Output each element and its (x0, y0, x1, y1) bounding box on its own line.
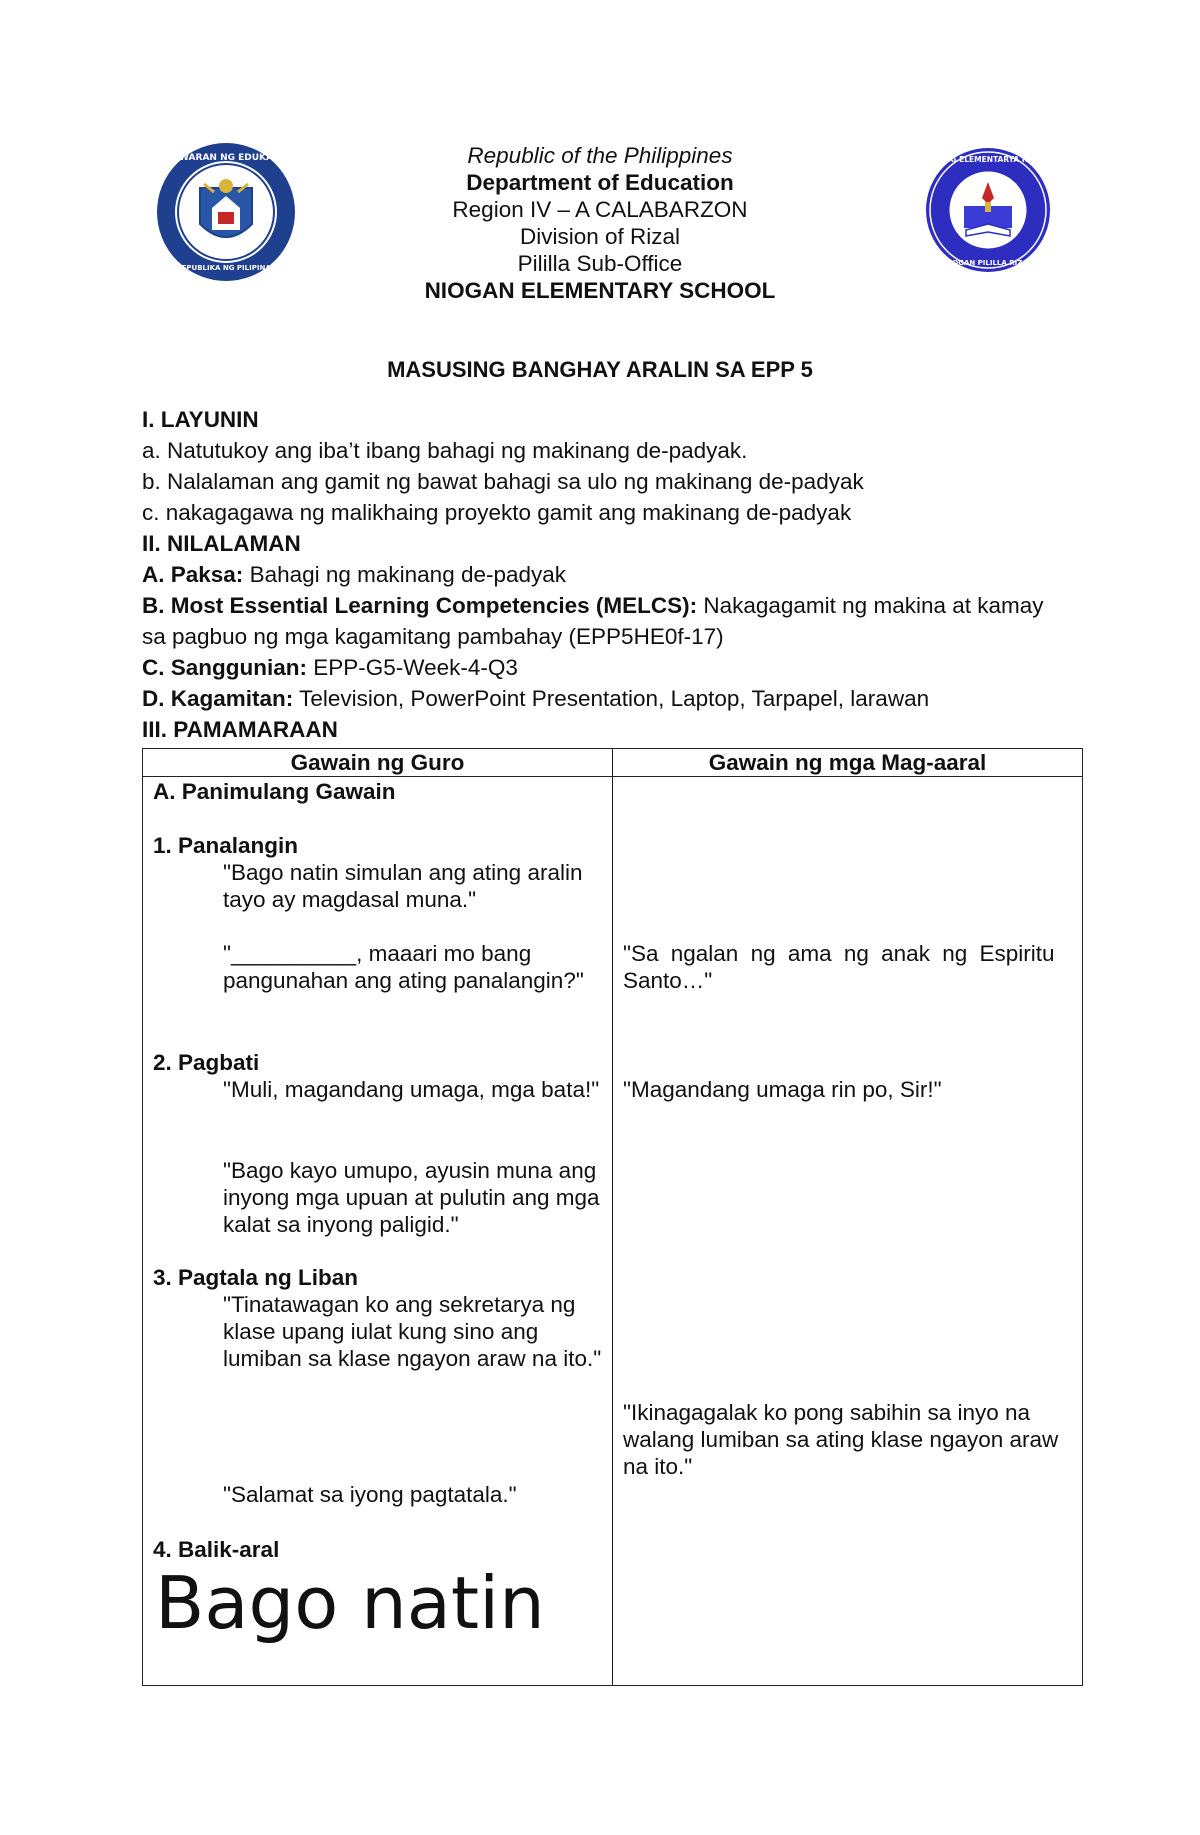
balik-aral-heading: 4. Balik-aral (153, 1537, 280, 1562)
pagbati-line-1: "Muli, magandang umaga, mga bata!" (223, 1077, 600, 1102)
kagamitan-line (142, 683, 1062, 714)
svg-text:KAGAWARAN NG EDUKASYON: KAGAWARAN NG EDUKASYON (151, 153, 301, 163)
svg-text:PAARALANG ELEMENTARYA NG NIOGA: PAARALANG ELEMENTARYA NG NIOGAN (905, 155, 1071, 164)
sanggunian-line (142, 652, 1062, 683)
layunin-item-c: c. nakagagawa ng malikhaing proyekto gamit ang makinang de-padyak (142, 500, 852, 525)
division-line: Division of Rizal (519, 224, 681, 249)
svg-text:REPUBLIKA NG PILIPINAS: REPUBLIKA NG PILIPINAS (176, 264, 276, 272)
paksa-value: Bahagi ng makinang de-padyak (243, 562, 567, 587)
region-line: Region IV – A CALABARZON (452, 197, 748, 222)
magaaral-response-1: "Sa ngalan ng ama ng anak ng Espiritu Santo…" (623, 941, 1055, 993)
magaaral-cell (613, 777, 1083, 1686)
kagamitan-label: D. Kagamitan: (142, 686, 294, 711)
melcs-value: Nakagagamit ng makina at kamay sa pagbuo ng mga kagamitang pambahay (EPP5HE0f-17) (142, 593, 1044, 649)
pagtala-ng-liban-line-2: "Salamat sa iyong pagtatala." (223, 1482, 517, 1507)
layunin-item-a: a. Natutukoy ang iba’t ibang bahagi ng makinang de-padyak. (142, 438, 748, 463)
column-header-magaaral: Gawain ng mga Mag-aaral (613, 749, 1083, 777)
pagtala-ng-liban-line-1: "Tinatawagan ko ang sekretarya ng klase upang iulat kung sino ang lumiban sa klase ngayon araw na ito." (223, 1292, 602, 1371)
department-line: Department of Education (466, 170, 734, 195)
pagbati-line-2: "Bago kayo umupo, ayusin muna ang inyong mga upuan at pulutin ang mga kalat sa inyong paligid." (223, 1158, 600, 1237)
sanggunian-label: C. Sanggunian: (142, 655, 307, 680)
sanggunian-value: EPP-G5-Week-4-Q3 (307, 655, 518, 680)
layunin-item-b: b. Nalalaman ang gamit ng bawat bahagi sa ulo ng makinang de-padyak (142, 469, 864, 494)
school-name: NIOGAN ELEMENTARY SCHOOL (424, 278, 776, 303)
guro-cell (143, 777, 613, 1686)
panalangin-heading: 1. Panalangin (153, 833, 299, 858)
panimulang-gawain-heading: A. Panimulang Gawain (153, 779, 396, 804)
lesson-plan-body (142, 404, 1062, 745)
kagamitan-value: Television, PowerPoint Presentation, Laptop, Tarpapel, larawan (293, 686, 930, 711)
pagtala-ng-liban-heading: 3. Pagtala ng Liban (153, 1265, 359, 1290)
pagbati-heading: 2. Pagbati (153, 1050, 260, 1075)
panalangin-line-1: "Bago natin simulan ang ating aralin tayo ay magdasal muna." (223, 860, 583, 912)
nilalaman-heading: II. NILALAMAN (142, 531, 301, 556)
melcs-label: B. Most Essential Learning Competencies (MELCS): (142, 593, 698, 618)
table-header-row (143, 749, 1083, 777)
pamamaraan-heading: III. PAMAMARAAN (142, 717, 338, 742)
table-row (143, 777, 1083, 1686)
balik-aral-large-text: Bago natin (155, 1561, 545, 1645)
deped-seal-icon (151, 146, 301, 278)
magaaral-response-2: "Magandang umaga rin po, Sir!" (623, 1077, 942, 1102)
layunin-heading: I. LAYUNIN (142, 407, 259, 432)
paksa-line (142, 559, 1062, 590)
republic-line: Republic of the Philippines (467, 143, 733, 168)
procedure-table (142, 748, 1083, 1686)
document-title: MASUSING BANGHAY ARALIN SA EPP 5 (387, 357, 813, 382)
suboffice-line: Pililla Sub-Office (517, 251, 683, 276)
letterhead (300, 142, 900, 304)
column-header-guro: Gawain ng Guro (143, 749, 613, 777)
paksa-label: A. Paksa: (142, 562, 244, 587)
school-seal-icon (905, 146, 1071, 274)
svg-text:NIOGAN PILILLA RIZAL: NIOGAN PILILLA RIZAL (943, 259, 1033, 267)
panalangin-line-2: "__________, maaari mo bang pangunahan ang ating panalangin?" (223, 941, 584, 993)
melcs-line (142, 590, 1062, 652)
magaaral-response-3: "Ikinagagalak ko pong sabihin sa inyo na walang lumiban sa ating klase ngayon araw na ito." (623, 1400, 1059, 1479)
